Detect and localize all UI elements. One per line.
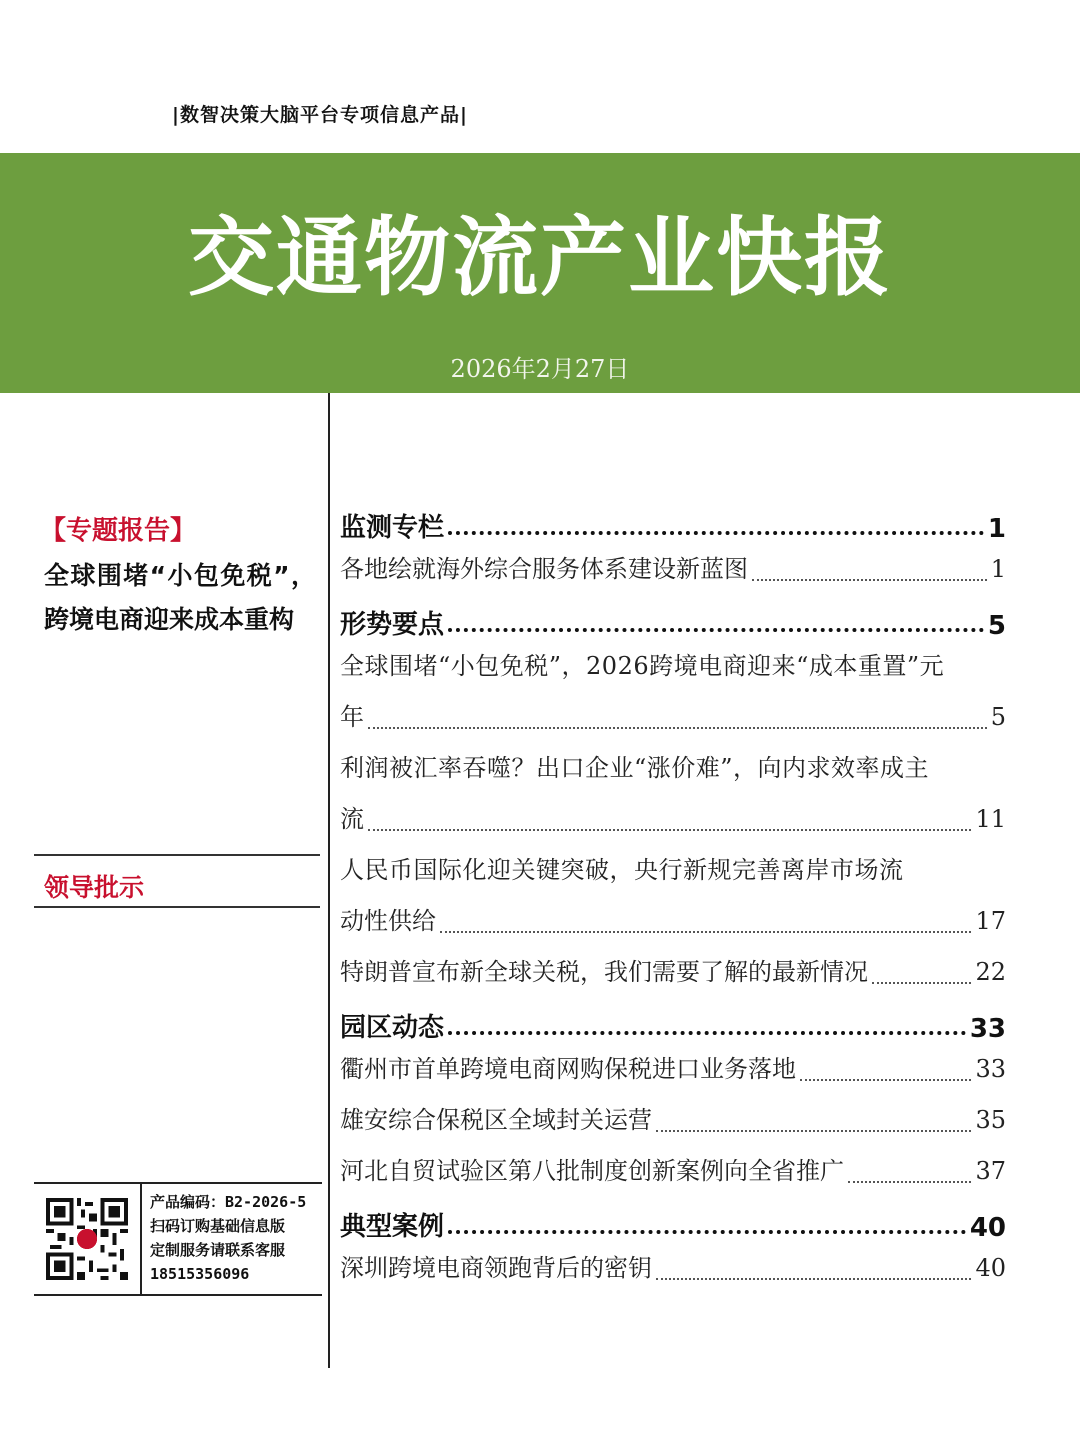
toc-item[interactable]: [340, 1146, 1006, 1197]
column-divider: [328, 393, 330, 1368]
toc-leader-dots: [448, 531, 984, 535]
toc-page-number: 22: [975, 958, 1006, 986]
toc-page-number: 37: [975, 1157, 1006, 1185]
toc-leader-dots: [368, 829, 971, 831]
toc-item-title: 深圳跨境电商领跑背后的密钥: [340, 1254, 652, 1282]
toc-section-title: 形势要点: [340, 610, 445, 640]
toc-page-number: 1: [987, 514, 1006, 544]
publication-date: 2026年2月27日: [450, 355, 630, 383]
toc-leader-dots: [872, 982, 971, 984]
contact-phone[interactable]: 18515356096: [150, 1265, 250, 1283]
toc-section-typical-cases[interactable]: [340, 1197, 1006, 1243]
toc-leader-dots: [848, 1181, 971, 1183]
toc-leader-dots: [656, 1278, 971, 1280]
special-report-title[interactable]: 全球围堵“小包免税”，跨境电商迎来成本重构: [44, 561, 316, 634]
toc-leader-dots: [448, 628, 984, 632]
toc-leader-dots: [800, 1079, 971, 1081]
toc-section-park-news[interactable]: [340, 998, 1006, 1044]
toc-item[interactable]: [340, 544, 1006, 595]
product-code: 产品编码：B2-2026-5: [150, 1193, 307, 1211]
toc-leader-dots: [656, 1130, 971, 1132]
leader-comments-label: 领导批示: [44, 873, 145, 902]
toc-section-title: 园区动态: [340, 1013, 445, 1043]
toc-page-number: 1: [990, 555, 1006, 583]
toc-page-number: 5: [990, 703, 1006, 731]
toc-page-number: 17: [975, 907, 1006, 935]
qr-code-icon[interactable]: [46, 1198, 128, 1280]
publication-title: 交通物流产业快报: [188, 207, 892, 308]
toc-section-title: 典型案例: [340, 1212, 445, 1242]
toc-page-number: 40: [969, 1213, 1006, 1243]
toc-item-title-line1: 利润被汇率吞噬？出口企业“涨价难”，向内求效率成主: [340, 754, 930, 782]
special-report-tag: 【专题报告】: [40, 516, 197, 546]
toc-section-monitoring[interactable]: [340, 498, 1006, 544]
toc-item-title-line2: 动性供给: [340, 907, 436, 935]
toc-leader-dots: [448, 1230, 966, 1234]
toc-leader-dots: [440, 931, 971, 933]
toc-leader-dots: [752, 579, 987, 581]
toc-item[interactable]: [340, 743, 1006, 845]
toc-item[interactable]: [340, 947, 1006, 998]
toc-page-number: 35: [975, 1106, 1006, 1134]
toc-page-number: 33: [975, 1055, 1006, 1083]
product-tagline: |数智决策大脑平台专项信息产品|: [172, 104, 468, 126]
order-info-text: [150, 1190, 320, 1286]
toc-section-title: 监测专栏: [340, 513, 445, 543]
toc-page-number: 5: [987, 611, 1006, 641]
toc-item[interactable]: [340, 1044, 1006, 1095]
toc-page-number: 40: [975, 1254, 1006, 1282]
toc-item[interactable]: [340, 1095, 1006, 1146]
info-box-divider: [140, 1184, 142, 1294]
table-of-contents: [340, 498, 1006, 1294]
title-banner: [0, 153, 1080, 393]
toc-item-title: 河北自贸试验区第八批制度创新案例向全省推广: [340, 1157, 844, 1185]
sidebar-divider-bottom: [34, 906, 320, 908]
toc-leader-dots: [448, 1031, 966, 1035]
sidebar-divider-top: [34, 854, 320, 856]
toc-section-situation[interactable]: [340, 595, 1006, 641]
toc-item-title-line1: 全球围堵“小包免税”，2026跨境电商迎来“成本重置”元: [340, 652, 945, 680]
toc-item-title: 雄安综合保税区全域封关运营: [340, 1106, 652, 1134]
toc-item-title-line2: 流: [340, 805, 364, 833]
toc-item-title-line1: 人民币国际化迎关键突破，央行新规完善离岸市场流: [340, 856, 904, 884]
toc-item-title-line2: 年: [340, 703, 364, 731]
toc-item[interactable]: [340, 845, 1006, 947]
toc-item-title: 特朗普宣布新全球关税，我们需要了解的最新情况: [340, 958, 868, 986]
toc-item[interactable]: [340, 1243, 1006, 1294]
toc-item-title: 各地绘就海外综合服务体系建设新蓝图: [340, 555, 748, 583]
order-info-box: [34, 1182, 322, 1296]
custom-service-hint: 定制服务请联系客服: [150, 1241, 286, 1259]
toc-item[interactable]: [340, 641, 1006, 743]
toc-page-number: 33: [969, 1014, 1006, 1044]
toc-leader-dots: [368, 727, 987, 729]
toc-item-title: 衢州市首单跨境电商网购保税进口业务落地: [340, 1055, 796, 1083]
toc-page-number: 11: [975, 805, 1006, 833]
order-hint: 扫码订购基础信息版: [150, 1217, 286, 1235]
